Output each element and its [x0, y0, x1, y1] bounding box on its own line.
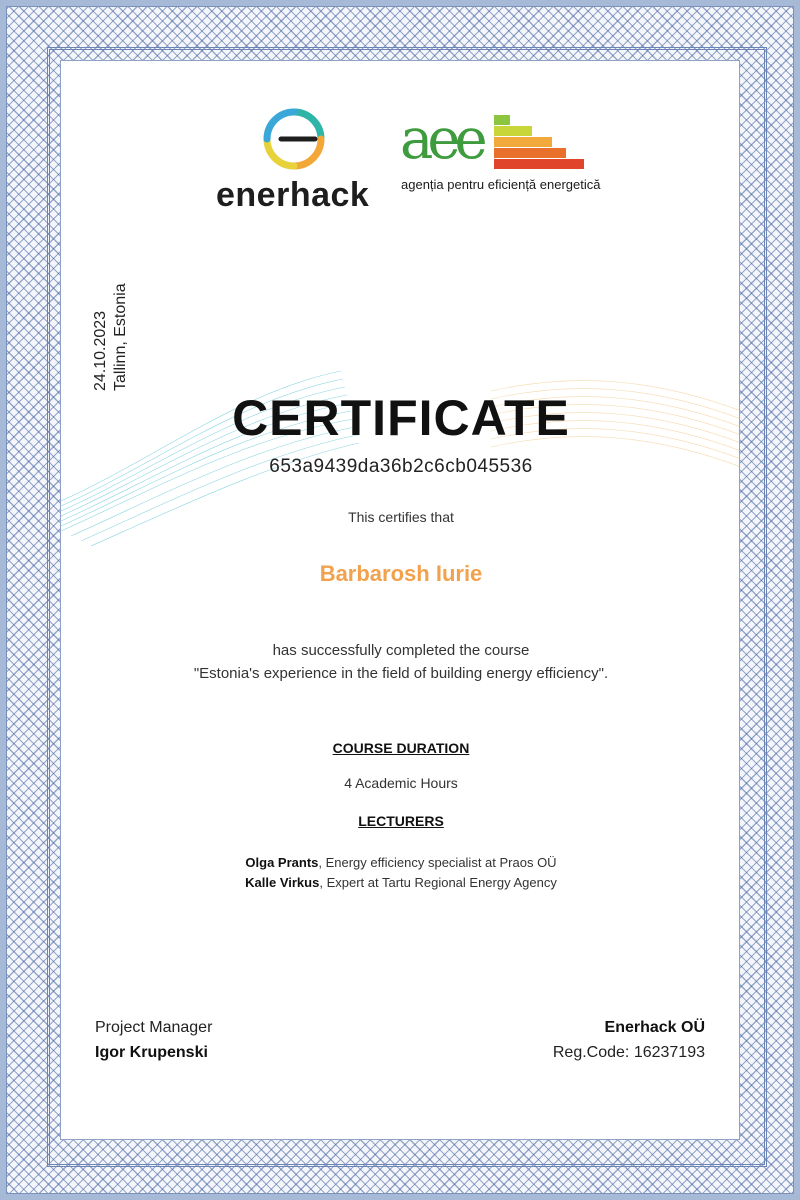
signature-left — [95, 1015, 212, 1065]
certifies-text: This certifies that — [348, 509, 454, 525]
lecturer-role: , Energy efficiency specialist at Praos OÜ — [318, 855, 557, 870]
recipient-name: Barbarosh Iurie — [319, 561, 483, 586]
issuer-company: Enerhack OÜ — [604, 1019, 705, 1036]
aee-energy-bars-icon — [494, 115, 590, 175]
completion-line-1: has successfully completed the course — [272, 642, 530, 659]
certificate-title: CERTIFICATE — [232, 390, 570, 446]
lecturer-name: Olga Prants — [245, 855, 319, 870]
lecturers-heading: LECTURERS — [358, 813, 444, 829]
signatory-title: Project Manager — [95, 1019, 213, 1036]
certificate-location: Tallinn, Estonia — [112, 283, 129, 391]
certificate-paper — [60, 60, 740, 1140]
aee-mark: aee — [400, 107, 482, 172]
completion-statement — [61, 639, 740, 685]
certificate-id: 653a9439da36b2c6cb045536 — [269, 456, 533, 477]
course-name: "Estonia's experience in the field of building energy efficiency". — [193, 665, 609, 682]
aee-logo — [396, 107, 601, 211]
issuer-reg-code: Reg.Code: 16237193 — [552, 1044, 705, 1061]
lecturer-item — [61, 873, 740, 893]
signatory-name: Igor Krupenski — [95, 1044, 208, 1061]
course-duration-value: 4 Academic Hours — [344, 775, 458, 791]
enerhack-ring-icon — [259, 106, 329, 172]
lecturer-name: Kalle Virkus — [245, 875, 320, 890]
signature-right — [553, 1015, 705, 1065]
course-duration-heading: COURSE DURATION — [332, 740, 470, 756]
lecturer-item — [61, 853, 740, 873]
aee-caption: agenția pentru eficiență energetică — [401, 177, 601, 192]
certificate-date: 24.10.2023 — [92, 310, 109, 391]
lecturer-role: , Expert at Tartu Regional Energy Agency — [319, 875, 557, 890]
place-date-block — [91, 161, 151, 391]
enerhack-logo — [211, 106, 381, 216]
enerhack-wordmark: enerhack — [216, 176, 370, 214]
lecturers-list — [61, 853, 740, 893]
